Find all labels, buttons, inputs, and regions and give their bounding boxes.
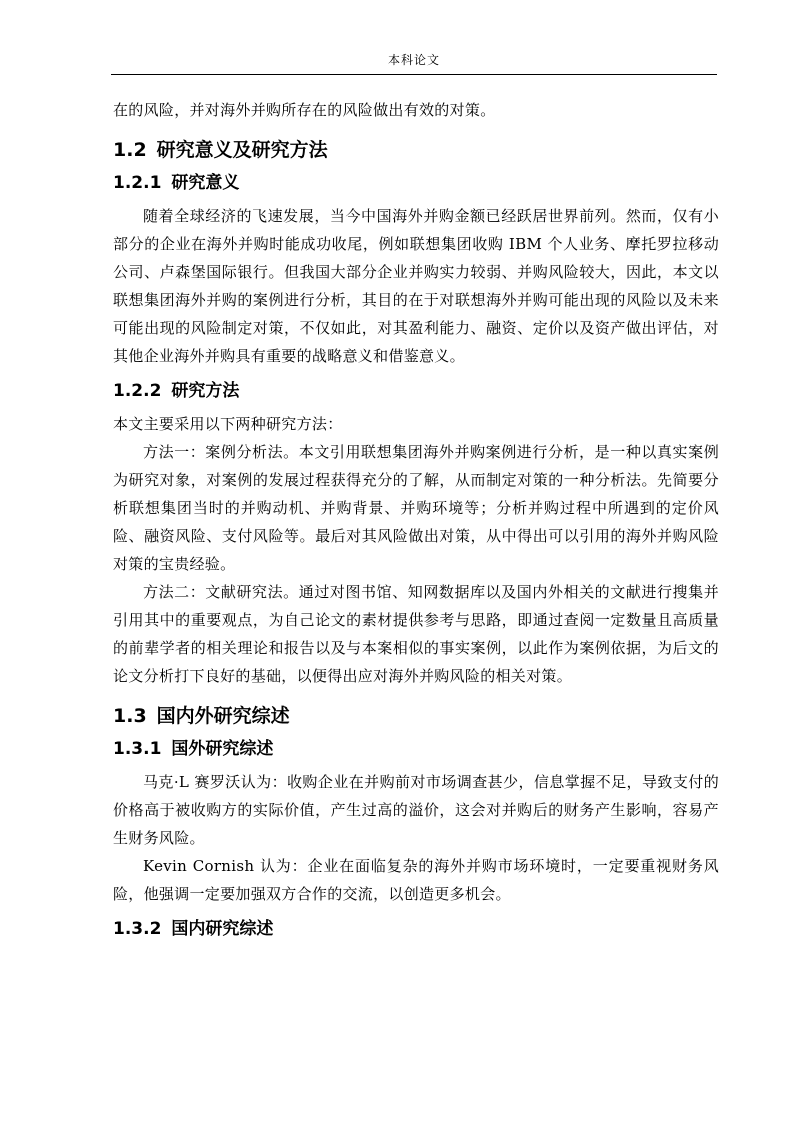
heading-1-2-1-number: 1.2.1 [113,173,162,193]
heading-1-3-2 [113,918,719,940]
heading-1-3-title: 国内外研究综述 [156,705,290,727]
heading-1-3-1-number: 1.3.1 [113,739,162,759]
heading-1-3-1 [113,738,719,760]
heading-1-3-2-title: 国内研究综述 [171,919,274,939]
heading-1-2-1 [113,172,719,194]
foreign-review-paragraph-1: 马克·L 赛罗沃认为：收购企业在并购前对市场调查甚少，信息掌握不足，导致支付的价格高于被收购方的实际价值，产生过高的溢价，这会对并购后的财务产生影响，容易产生财务风险。 [113,773,719,847]
header-rule [111,74,717,75]
heading-1-2-number: 1.2 [113,139,147,161]
intro-continuation: 在的风险，并对海外并购所存在的风险做出有效的对策。 [113,101,496,119]
heading-1-3-number: 1.3 [113,705,147,727]
heading-1-2-2-title: 研究方法 [171,381,240,401]
heading-1-2-1-title: 研究意义 [171,173,240,193]
foreign-review-paragraph-2: Kevin Cornish 认为：企业在面临复杂的海外并购市场环境时，一定要重视财务风险，他强调一定要加强双方合作的交流，以创造更多机会。 [113,857,719,903]
heading-1-3-2-number: 1.3.2 [113,919,162,939]
heading-1-2-title: 研究意义及研究方法 [156,139,328,161]
research-methods-lead: 本文主要采用以下两种研究方法： [113,415,343,433]
research-significance-paragraph: 随着全球经济的飞速发展，当今中国海外并购金额已经跃居世界前列。然而，仅有小部分的企业在海外并购时能成功收尾，例如联想集团收购 IBM 个人业务、摩托罗拉移动公司、卢森堡国际银行。但我国大部分企业并购实力较弱、并购风险较大，因此，本文以联想集团海外并购的案例进行分析，其目的在于对联想海外并购可能出现的风险以及未来可能出现的风险制定对策，不仅如此，对其盈利能力、融资、定价以及资产做出评估，对其他企业海外并购具有重要的战略意义和借鉴意义。 [113,207,719,365]
method-one-paragraph: 方法一：案例分析法。本文引用联想集团海外并购案例进行分析，是一种以真实案例为研究对象，对案例的发展过程获得充分的了解，从而制定对策的一种分析法。先简要分析联想集团当时的并购动机、并购背景、并购环境等；分析并购过程中所遇到的定价风险、融资风险、支付风险等。最后对其风险做出对策，从中得出可以引用的海外并购风险对策的宝贵经验。 [113,443,719,573]
heading-1-3 [113,704,719,728]
heading-1-2-2 [113,380,719,402]
running-header: 本科论文 [387,53,440,67]
heading-1-2-2-number: 1.2.2 [113,381,162,401]
heading-1-2 [113,138,719,162]
page-content [113,96,719,948]
heading-1-3-1-title: 国外研究综述 [171,739,274,759]
method-two-paragraph: 方法二：文献研究法。通过对图书馆、知网数据库以及国内外相关的文献进行搜集并引用其中的重要观点，为自己论文的素材提供参考与思路，即通过查阅一定数量且高质量的前辈学者的相关理论和报告以及与本案相似的事实案例，以此作为案例依据，为后文的论文分析打下良好的基础，以便得出应对海外并购风险的相关对策。 [113,583,719,685]
